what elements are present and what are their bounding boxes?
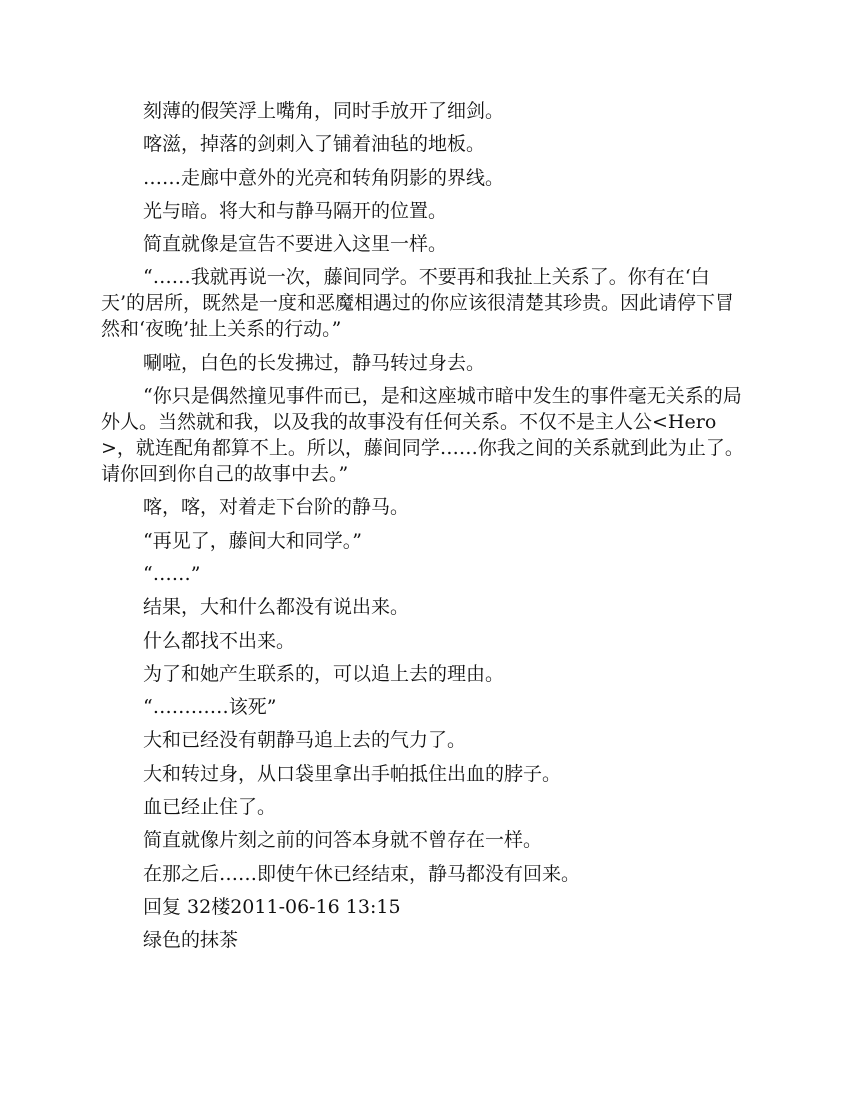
paragraph: “再见了，藤间大和同学。” [143, 529, 362, 552]
reply-meta: 回复 32楼2011-06-16 13:15 [143, 895, 401, 918]
reply-author: 绿色的抹茶 [143, 929, 239, 952]
paragraph: 刻薄的假笑浮上嘴角，同时手放开了细剑。 [143, 100, 505, 122]
paragraph: 喀滋，掉落的剑刺入了铺着油毡的地板。 [143, 133, 486, 156]
paragraph: 为了和她产生联系的，可以追上去的理由。 [143, 662, 505, 685]
paragraph: “……我就再说一次，藤间同学。不要再和我扯上关系了。你有在‘白天’的居所，既然是一度和恶魔相遇过的你应该很清楚其珍贵。因此请停下冒然和‘夜晚’扯上关系的行动。” [101, 266, 735, 341]
paragraph: 大和转过身，从口袋里拿出手帕抵住出血的脖子。 [143, 762, 562, 785]
paragraph: 光与暗。将大和与静马隔开的位置。 [143, 199, 448, 222]
paragraph: 简直就像片刻之前的问答本身就不曾存在一样。 [143, 829, 543, 852]
paragraph: ……走廊中意外的光亮和转角阴影的界线。 [143, 166, 505, 189]
document-body [101, 98, 751, 961]
paragraph: “…………该死” [143, 696, 277, 719]
paragraph: “……” [143, 562, 201, 585]
paragraph: 在那之后……即使午休已经结束，静马都没有回来。 [143, 862, 581, 885]
paragraph: “你只是偶然撞见事件而已，是和这座城市暗中发生的事件毫无关系的局外人。当然就和我，以及我的故事没有任何关系。不仅不是主人公<Hero>，就连配角都算不上。所以，藤间同学……你我之间的关系就到此为止了。请你回到你自己的故事中去。” [101, 385, 744, 486]
paragraph: 简直就像是宣告不要进入这里一样。 [143, 233, 448, 256]
paragraph: 什么都找不出来。 [143, 629, 296, 652]
paragraph: 结果，大和什么都没有说出来。 [143, 596, 410, 619]
paragraph: 唰啦，白色的长发拂过，静马转过身去。 [143, 351, 486, 374]
paragraph: 大和已经没有朝静马追上去的气力了。 [143, 729, 467, 752]
paragraph: 血已经止住了。 [143, 796, 277, 819]
paragraph: 喀，喀，对着走下台阶的静马。 [143, 496, 410, 519]
